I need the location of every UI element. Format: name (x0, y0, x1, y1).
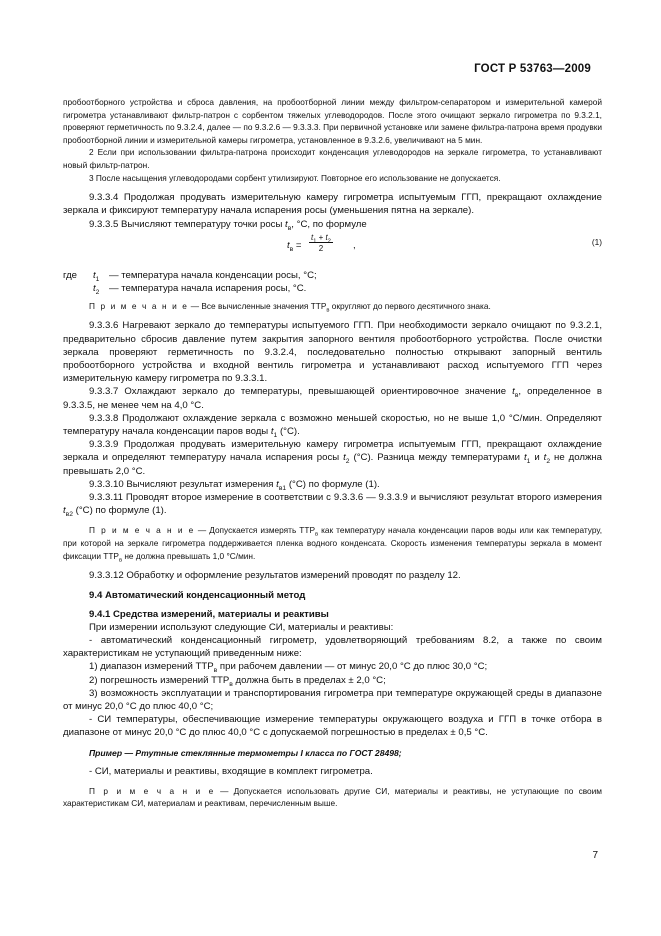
text-segment: не должна превышать 1,0 °С/мин. (122, 550, 256, 561)
subscript: 1 (95, 275, 100, 283)
subscript: 1 (273, 431, 278, 439)
where-word: где (63, 269, 78, 281)
text-segment: не должна превышать 2,0 °С. (63, 452, 602, 477)
text-segment: 9.3.3.10 Вычисляют результат измерения (89, 478, 277, 490)
list-item-error (63, 674, 602, 687)
paragraph-9-3-3-9 (63, 438, 602, 478)
subscript: 2 (546, 458, 551, 466)
top-note-2: 2 Если при использовании фильтра-патрона происходит конденсация углеводородов на зеркале гигрометра, то устанавливают новый фильтр-патрон. (63, 147, 602, 170)
note-label: П р и м е ч а н и е (89, 525, 195, 536)
variable: t (276, 478, 279, 490)
legend-var-1 (93, 269, 109, 282)
text-segment: как температуру начала конденсации паров воды или как температуру, при которой на зеркале гигрометра поддерживается пленка водного конденсата. Скорость изменения температуры зеркала в момент фиксации ТТР (63, 525, 603, 561)
formula-fraction (309, 233, 333, 253)
legend-desc-1: — температура начала конденсации росы, °С; (109, 269, 317, 281)
subscript: 2 (345, 458, 350, 466)
legend-desc-2: — температура начала испарения росы, °С. (109, 282, 307, 294)
variable: t (343, 452, 346, 464)
subscript: в (326, 307, 330, 314)
text-segment: и (530, 452, 544, 464)
list-item-auto-hygrometer: - автоматический конденсационный гигрометр, удовлетворяющий требованиям 8.2, а также по своим характеристикам не уступающий приведенным ниже: (63, 635, 602, 660)
note-label: П р и м е ч а н и е (89, 300, 189, 311)
subscript: в1 (278, 484, 287, 492)
text-segment: 9.3.3.9 Продолжая продувать измерительную камеру гигрометра испытуемым ГГП, прекращают охлаждение зеркала и определяют температуру начала испарения росы (63, 439, 602, 464)
subscript: в (229, 680, 233, 688)
variable: t (93, 269, 96, 281)
paragraph-9-3-3-6: 9.3.3.6 Нагревают зеркало до температуры испытуемого ГГП. При необходимости зеркало очищают по 9.3.2.1, предварительно сбросив давление путем закрытия запорного вентиля пробоотборного устройства. После очистки зеркала проверяют герметичность по 9.3.2.4, последовательно полностью открывают запорный вентиль пробоотборного устройства и входной вентиль гигрометра и устанавливают расход испытуемого ГГП через измерительную камеру гигрометра по 9.3.3.1. (63, 320, 602, 385)
subscript: 1 (526, 458, 531, 466)
list-item-range (63, 660, 602, 673)
legend-var-2 (93, 282, 109, 295)
variable: t (287, 239, 290, 251)
subscript: в (289, 245, 294, 253)
formula-1 (63, 231, 602, 269)
subscript: в (118, 557, 123, 564)
fraction-numerator (309, 233, 333, 243)
variable: t (543, 452, 547, 464)
list-item-kit: - СИ, материалы и реактивы, входящие в комплект гигрометра. (89, 765, 373, 777)
subscript: 1 (313, 238, 317, 245)
subscript: в (514, 392, 519, 400)
paragraph-941-intro: При измерении используют следующие СИ, материалы и реактивы: (89, 621, 394, 633)
note-alternatives (63, 785, 602, 810)
text-segment: (°С) по формуле (1). (286, 478, 380, 490)
variables-legend (63, 269, 317, 295)
subscript: 2 (95, 288, 100, 296)
variable: t (512, 386, 515, 398)
text-segment: должна быть в пределах ± 2,0 °С; (232, 674, 386, 686)
variable: t (523, 452, 527, 464)
text-segment: 1) диапазон измерений ТТР (89, 661, 214, 673)
subscript: 2 (327, 238, 331, 245)
text-segment: 9.3.3.11 Проводят второе измерение в соответствии с 9.3.3.6 — 9.3.3.9 и вычисляют результат второго измерения (89, 492, 602, 503)
text-segment: (°С). Разница между температурами (349, 452, 524, 464)
example-thermometers: Пример — Ртутные стеклянные термометры I класса по ГОСТ 28498; (89, 747, 402, 758)
note-label: П р и м е ч а н и е (89, 785, 215, 796)
text-segment: , °С, по формуле (291, 218, 367, 230)
note-measurement (63, 524, 602, 562)
subscript: в (287, 224, 292, 232)
document-header: ГОСТ Р 53763—2009 (474, 63, 591, 75)
text-segment: — Допускается измерять ТТР (194, 525, 315, 536)
legend-spacer (63, 282, 93, 295)
formula-lhs (287, 240, 302, 251)
subscript: в2 (65, 511, 73, 519)
top-note-3: 3 После насыщения углеводородами сорбент утилизируют. Повторное его использование не допускается. (89, 172, 501, 183)
subsection-heading-9-4-1: 9.4.1 Средства измерений, материалы и реактивы (89, 608, 329, 620)
variable: t (93, 282, 96, 294)
formula-comma: , (353, 239, 356, 251)
text-segment: (°С) по формуле (1). (72, 505, 167, 517)
fraction-denominator: 2 (318, 243, 324, 253)
text-segment: 9.3.3.8 Продолжают охлаждение зеркала с возможно меньшей скоростью, но не выше 1,0 °С/мин. Определяют температуру начала конденсации паров воды (63, 412, 602, 437)
list-item-operation: 3) возможность эксплуатации и транспортирования гигрометра при температуре окружающей среды в диапазоне от минус 20,0 °С до плюс 40,0 °С; (63, 687, 602, 713)
paragraph-9-3-3-8 (63, 412, 602, 438)
text-segment: — Все вычисленные значения ТТР (188, 300, 327, 311)
text-segment: округляют до первого десятичного знака. (329, 300, 491, 311)
paragraph-9-3-3-7 (63, 385, 602, 411)
text-segment: 2) погрешность измерений ТТР (89, 674, 230, 686)
subscript: в (314, 532, 319, 539)
text-segment: , определенное в 9.3.3.5, не менее чем на 4,0 °С. (63, 386, 602, 411)
section-heading-9-4: 9.4 Автоматический конденсационный метод (89, 590, 306, 602)
top-note-continuation: пробоотборного устройства и сброса давления, на пробоотборной линии между фильтром-сепаратором и измерительной камерой гигрометра устанавливают фильтр-патрон с сорбентом тяжелых углеводородов. После этого очищают зеркало гигрометра по 9.3.2.1, проверяют герметичность по 9.3.2.4, далее — по 9.3.2.6 — 9.3.3.3. При первичной установке или замене фильтра-патрона время продувки пробоотборной линии и измерительной камеры гигрометра, установленное в 9.3.2.6, увеличивают на 5 мин. (63, 97, 602, 145)
variable: t (63, 505, 66, 517)
variable: t (285, 218, 288, 230)
text-segment: при рабочем давлении — от минус 20,0 °С до плюс 30,0 °С; (217, 661, 488, 673)
subscript: в (213, 667, 218, 675)
equation-number: (1) (591, 236, 602, 247)
variable: t (270, 425, 274, 437)
variable: t (311, 232, 314, 242)
paragraph-9-3-3-10 (63, 478, 602, 491)
note-rounding (63, 300, 602, 313)
text-segment: — Допускается использовать другие СИ, материалы и реактивы, не уступающие по своим характеристикам СИ, материалам и реактивам, перечисленным выше. (63, 785, 603, 809)
paragraph-9-3-3-4: 9.3.3.4 Продолжая продувать измерительную камеру гигрометра испытуемым ГГП, прекращают охлаждение зеркала и фиксируют температуру начала испарения росы (уменьшения пятна на зеркале). (63, 192, 602, 217)
page-number: 7 (592, 850, 598, 861)
page-body (63, 96, 602, 810)
equals-sign: = (295, 239, 302, 251)
paragraph-9-3-3-11 (63, 491, 602, 517)
text-segment: 9.3.3.5 Вычисляют температуру точки росы (89, 218, 286, 230)
paragraph-9-3-3-5 (63, 218, 602, 231)
variable: t (325, 232, 328, 242)
text-segment: (°С). (277, 425, 300, 437)
list-item-temperature-si: - СИ температуры, обеспечивающие измерение температуры окружающего воздуха и ГГП в точке отбора в диапазоне от минус 20,0 °С до плюс 40,0 °С с допускаемой погрешностью в пределах ± 0,5 °С. (63, 714, 602, 739)
text-segment: 9.3.3.7 Охлаждают зеркало до температуры, превышающей ориентировочное значение (89, 386, 513, 398)
plus-sign: + (318, 232, 324, 242)
paragraph-9-3-3-12: 9.3.3.12 Обработку и оформление результатов измерений проводят по разделу 12. (89, 570, 461, 582)
